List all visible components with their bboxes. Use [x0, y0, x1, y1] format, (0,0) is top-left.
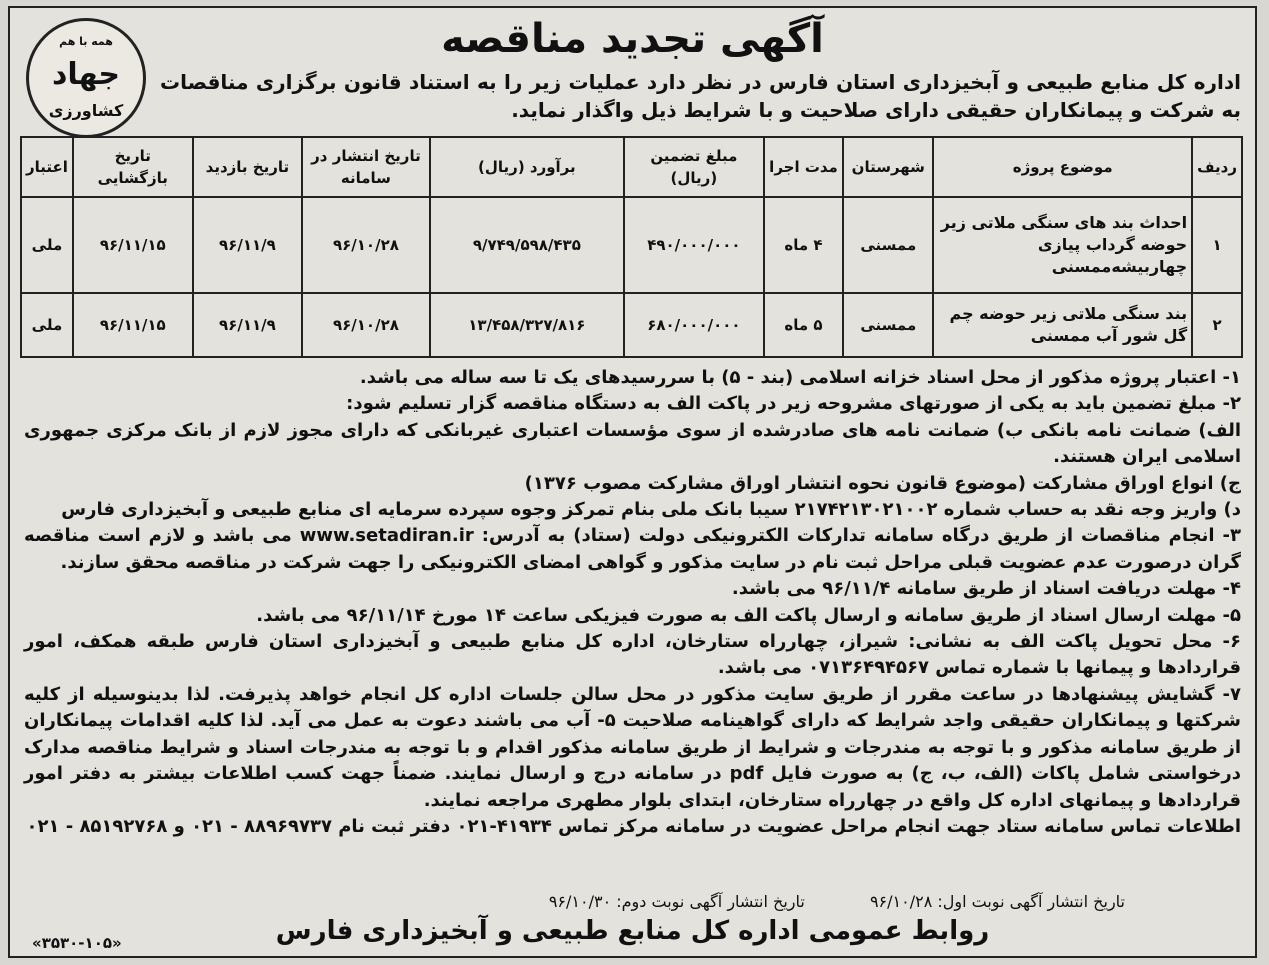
public-relations-signature: روابط عمومی اداره کل منابع طبیعی و آبخیزداری فارس: [275, 916, 990, 946]
publish-dates: [24, 892, 1125, 912]
notice-code: «۳۵۳۰-۱۰۵»: [32, 934, 122, 952]
cell-county: ممسنی: [843, 293, 933, 357]
header-duration: مدت اجرا: [764, 137, 844, 197]
condition-item: ج) انواع اوراق مشارکت (موضوع قانون نحوه انتشار اوراق مشارکت مصوب ۱۳۷۶): [524, 472, 1241, 494]
cell-duration: ۵ ماه: [764, 293, 844, 357]
cell-visit-date: ۹۶/۱۱/۹: [193, 293, 303, 357]
cell-opening-date: ۹۶/۱۱/۱۵: [73, 293, 193, 357]
header-guarantee: مبلغ تضمین (ریال): [624, 137, 764, 197]
first-publish-date: تاریخ انتشار آگهی نوبت اول: ۹۶/۱۰/۲۸: [869, 892, 1125, 911]
table-row: [21, 197, 1242, 293]
cell-opening-date: ۹۶/۱۱/۱۵: [73, 197, 193, 293]
cell-publish-date: ۹۶/۱۰/۲۸: [302, 293, 430, 357]
condition-item: ۲- مبلغ تضمین باید به یکی از صورتهای مشروحه زیر در پاکت الف به دستگاه مناقصه گزار تسلیم شود:: [346, 393, 1241, 415]
cell-estimate: ۹/۷۴۹/۵۹۸/۴۳۵: [430, 197, 624, 293]
condition-item: ۵- مهلت ارسال اسناد از طریق سامانه و ارسال پاکت الف به صورت فیزیکی ساعت ۱۴ مورخ ۹۶/۱۱/۱۴ می باشد.: [256, 604, 1241, 626]
cell-publish-date: ۹۶/۱۰/۲۸: [302, 197, 430, 293]
condition-item: ۶- محل تحویل پاکت الف به نشانی: شیراز، چهارراه ستارخان، اداره کل منابع طبیعی و آبخیزداری استان فارس طبقه همکف، امور قراردادها و پیمانها با شماره تماس ۰۷۱۳۶۴۹۴۵۶۷ می باشد.: [24, 631, 1241, 679]
table-header-row: [21, 137, 1242, 197]
cell-row-number: ۱: [1192, 197, 1242, 293]
header-estimate: برآورد (ریال): [430, 137, 624, 197]
condition-item: ۴- مهلت دریافت اسناد از طریق سامانه ۹۶/۱۱/۴ می باشد.: [731, 578, 1241, 600]
cell-row-number: ۲: [1192, 293, 1242, 357]
header-publish-date: تاریخ انتشار در سامانه: [302, 137, 430, 197]
condition-item: د) واریز وجه نقد به حساب شماره ۲۱۷۴۲۱۳۰۲۱۰۰۲ سیبا بانک ملی بنام تمرکز وجوه سپرده سرمایه ای منابع طبیعی و آبخیزداری فارس: [61, 499, 1241, 521]
cell-subject: احداث بند های سنگی ملاتی زیر حوضه گرداب پیازی چهاربیشه‌ممسنی: [933, 197, 1192, 293]
projects-table: [20, 136, 1243, 358]
intro-paragraph: اداره کل منابع طبیعی و آبخیزداری استان فارس در نظر دارد عملیات زیر را به استناد قانون برگزاری مناقصات به شرکت و پیمانکاران حقیقی دارای صلاحیت و با شرایط ذیل واگذار نماید.: [160, 70, 1241, 122]
cell-visit-date: ۹۶/۱۱/۹: [193, 197, 303, 293]
condition-item: الف) ضمانت نامه بانکی ب) ضمانت نامه های صادرشده از سوی مؤسسات اعتباری غیربانکی که دارای مجوز لازم از بانک مرکزی جمهوری اسلامی ایران هستند.: [24, 419, 1241, 468]
second-publish-date: تاریخ انتشار آگهی نوبت دوم: ۹۶/۱۰/۳۰: [548, 892, 805, 911]
cell-duration: ۴ ماه: [764, 197, 844, 293]
header-credit: اعتبار: [21, 137, 73, 197]
cell-estimate: ۱۳/۴۵۸/۳۲۷/۸۱۶: [430, 293, 624, 357]
logo-main-text: جهاد: [51, 57, 121, 92]
conditions-list: [24, 365, 1241, 840]
condition-item: ۱- اعتبار پروژه مذکور از محل اسناد خزانه اسلامی (بند - ۵) با سررسیدهای یک تا سه ساله می باشد.: [359, 367, 1241, 388]
header-opening-date: تاریخ بازگشایی: [73, 137, 193, 197]
condition-item: ۳- انجام مناقصات از طریق درگاه سامانه تدارکات الکترونیکی دولت (ستاد) به آدرس: www.setadiran.ir می باشد و لازم است مناقصه گران درصورت عدم عضویت قبلی مراحل ثبت نام در سایت مذکور و گواهی امضای الکترونیکی را جهت شرکت در مناقصه محقق سازند.: [24, 525, 1241, 573]
cell-subject: بند سنگی ملاتی زیر حوضه چم گل شور آب ممسنی: [933, 293, 1192, 357]
cell-county: ممسنی: [843, 197, 933, 293]
cell-guarantee: ۶۸۰/۰۰۰/۰۰۰: [624, 293, 764, 357]
header-county: شهرستان: [843, 137, 933, 197]
header-row-number: ردیف: [1192, 137, 1242, 197]
cell-guarantee: ۴۹۰/۰۰۰/۰۰۰: [624, 197, 764, 293]
notice-title: آگهی تجدید مناقصه: [441, 16, 824, 62]
condition-item: اطلاعات تماس سامانه ستاد جهت انجام مراحل عضویت در سامانه مرکز تماس ۴۱۹۳۴-۰۲۱ دفتر ثبت نام ۸۸۹۶۹۷۳۷ - ۰۲۱ و ۸۵۱۹۲۷۶۸ - ۰۲۱: [26, 815, 1241, 837]
header-visit-date: تاریخ بازدید: [193, 137, 303, 197]
cell-credit: ملی: [21, 197, 73, 293]
cell-credit: ملی: [21, 293, 73, 357]
tender-notice: [8, 6, 1257, 958]
header-subject: موضوع پروژه: [933, 137, 1192, 197]
logo-bottom-text: کشاورزی: [48, 101, 124, 120]
condition-item: ۷- گشایش پیشنهادها در ساعت مقرر از طریق سایت مذکور در محل سالن جلسات اداره کل انجام خواهد پذیرفت. لذا بدینوسیله از کلیه شرکتها و پیمانکاران حقیقی واجد شرایط که دارای گواهینامه صلاحیت ۵- آب می باشند دعوت به عمل می آید. لذا کلیه اقدامات پیمانکاران از طریق سامانه مذکور و با توجه به مندرجات و شرایط از طریق سامانه مذکور اقدام و با توجه به مندرجات اسناد و شرایط مناقصه مدارک درخواستی شامل پاکات (الف، ب، ج) به صورت فایل pdf در سامانه درج و ارسال نمایند. ضمناً جهت کسب اطلاعات بیشتر به دفتر امور قراردادها و پیمانهای اداره کل واقع در چهارراه ستارخان، ابتدای بلوار مطهری مراجعه نمایند.: [24, 683, 1241, 811]
table-row: [21, 293, 1242, 357]
logo-top-text: همه با هم: [59, 35, 113, 48]
